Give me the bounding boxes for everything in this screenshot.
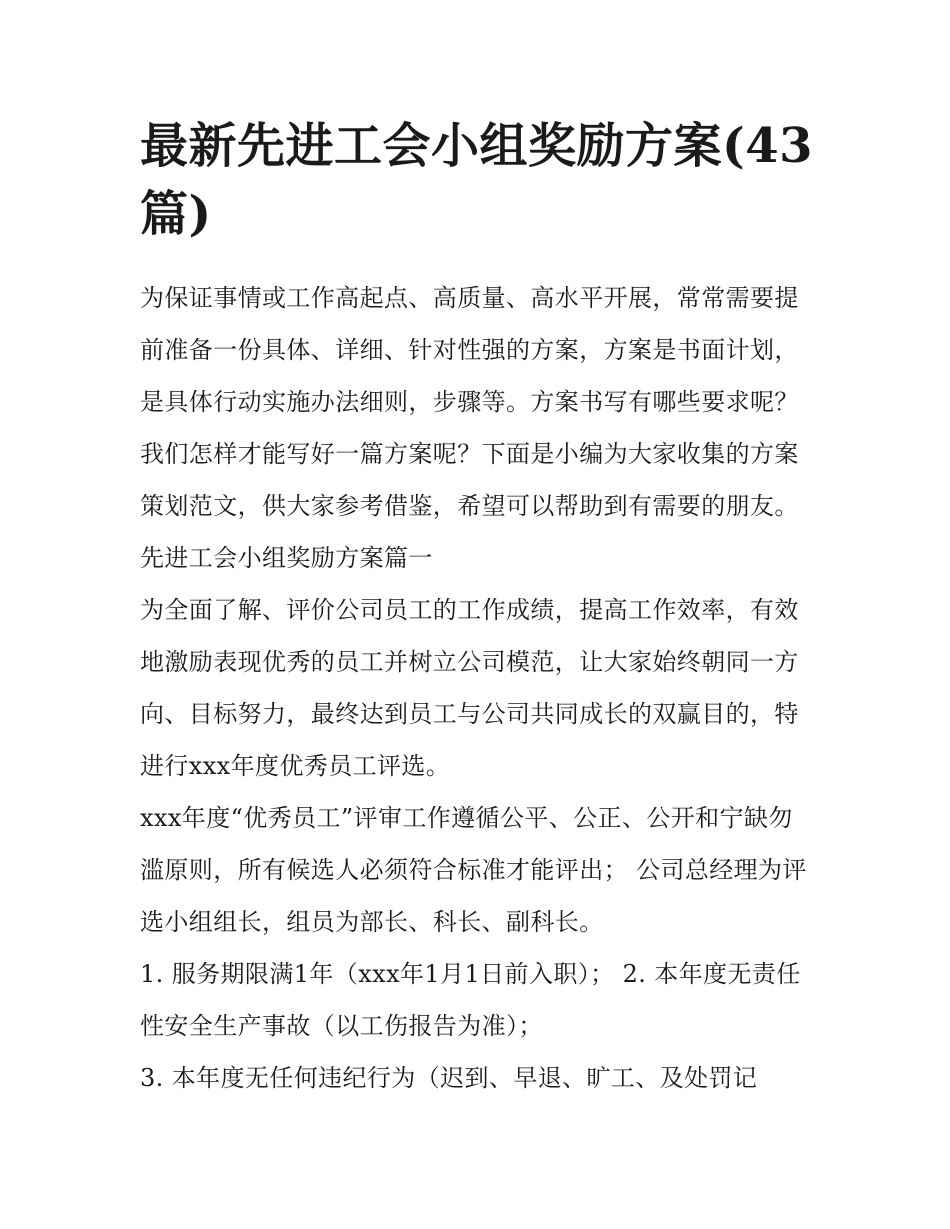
body-paragraph: 为全面了解、评价公司员工的工作成绩，提高工作效率，有效地激励表现优秀的员工并树立公司模范，让大家始终朝同一方向、目标努力，最终达到员工与公司共同成长的双赢目的，特进行xxx年度优秀员工评选。 (140, 596, 799, 780)
intro-paragraph: 为保证事情或工作高起点、高质量、高水平开展，常常需要提前准备一份具体、详细、针对性强的方案，方案是书面计划，是具体行动实施办法细则，步骤等。方案书写有哪些要求呢？我们怎样才能写好一篇方案呢？下面是小编为大家收集的方案策划范文，供大家参考借鉴，希望可以帮助到有需要的朋友。 (140, 284, 799, 520)
document-title: 最新先进工会小组奖励方案(43篇) (140, 118, 814, 242)
document-page (140, 112, 815, 1104)
criteria-item: 3. 本年度无任何违纪行为（迟到、早退、旷工、及处罚记 (140, 1064, 758, 1092)
criteria-item: 1. 服务期限满1年（xxx年1月1日前入职）； 2. 本年度无责任性安全生产事故（以工伤报告为准）； (140, 960, 801, 1040)
document-body (140, 272, 815, 1104)
body-paragraph: xxx年度“优秀员工”评审工作遵循公平、公正、公开和宁缺勿滥原则，所有候选人必须符合标准才能评出； 公司总经理为评选小组组长，组员为部长、科长、副科长。 (140, 804, 807, 936)
section-heading: 先进工会小组奖励方案篇一 (140, 544, 433, 572)
